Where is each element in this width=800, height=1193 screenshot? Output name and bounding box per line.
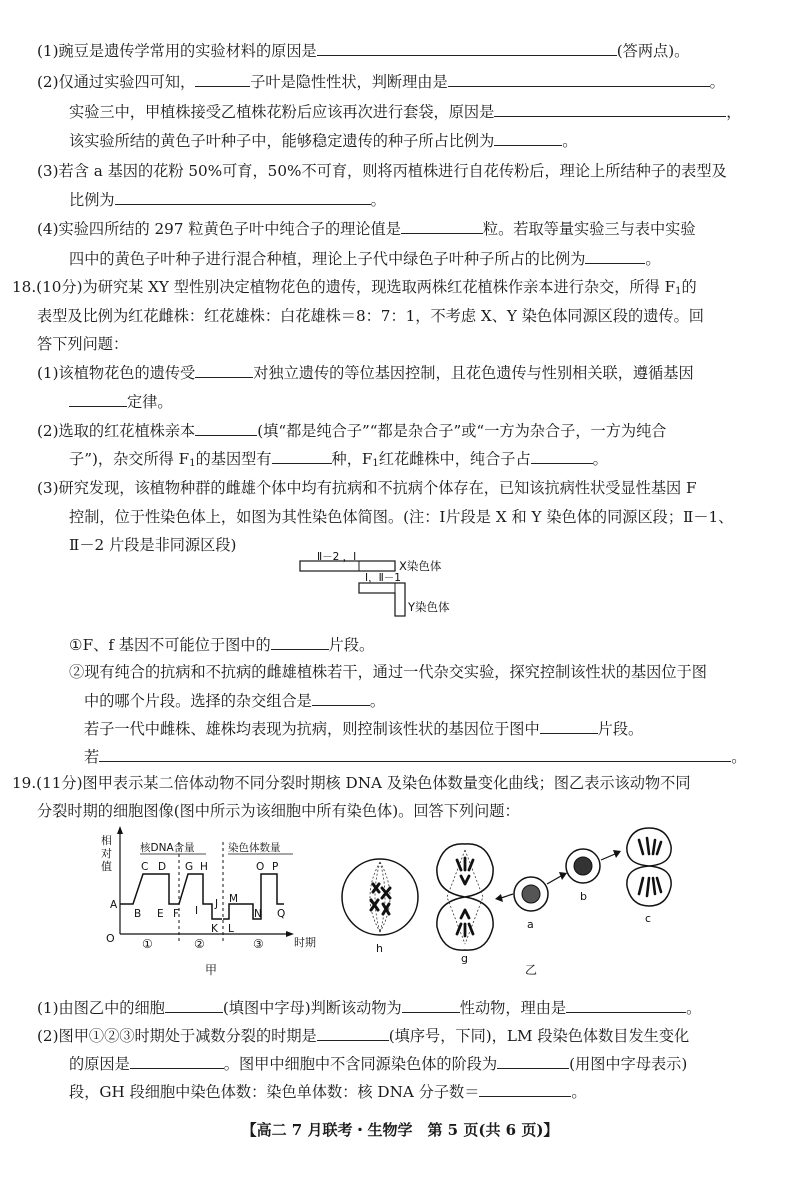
q18-line-7: Ⅱ－2 片段是非同源区段): [69, 536, 237, 554]
arrow-b-to-c: [601, 854, 615, 860]
chrom-section-label: 染色体数量: [228, 842, 281, 854]
q19-intro-1: 19.(11分)图甲表示某二倍体动物不同分裂时期核 DNA 及染色体数量变化曲线；图乙表示该动物不同: [12, 774, 691, 792]
point-label-D: D: [158, 861, 167, 873]
answer-blank[interactable]: [312, 690, 370, 706]
answer-blank[interactable]: [497, 1053, 569, 1069]
q18-line-9: ②现有纯合的抗病和不抗病的雌雄植株若干，通过一代杂交实验，探究控制该性状的基因位于图: [69, 663, 707, 681]
cells-caption: 乙: [525, 963, 538, 977]
chart-caption: 甲: [205, 963, 218, 977]
cell-b: [566, 849, 600, 903]
q19-intro-2: 分裂时期的细胞图像(图中所示为该细胞中所有染色体)。回答下列问题：: [37, 802, 520, 820]
answer-blank[interactable]: [99, 746, 731, 762]
answer-blank[interactable]: [317, 1025, 389, 1041]
point-label-B: B: [134, 908, 142, 920]
x-segment-label: Ⅱ－2 ，Ⅰ: [317, 551, 357, 563]
y-segment-label: Ⅰ，Ⅱ－1: [365, 572, 401, 584]
q17-line-4: 该实验所结的黄色子叶种子中，能够稳定遗传的种子所占比例为 。: [69, 132, 578, 150]
answer-blank[interactable]: [585, 248, 645, 264]
cell-c-membrane: [627, 828, 671, 906]
answer-blank[interactable]: [195, 71, 250, 87]
point-label-M: M: [229, 893, 239, 905]
point-label-F: F: [173, 908, 180, 920]
q19-line-1: (1)由图乙中的细胞 (填图中字母)判断该动物为 性动物，理由是 。: [37, 999, 702, 1017]
cell-a-label: a: [527, 918, 534, 931]
q18-line-6: 控制，位于性染色体上，如图为其性染色体简图。(注：Ⅰ片段是 X 和 Y 染色体的同源区段；Ⅱ－1、: [69, 508, 734, 526]
y-chromosome-outline: [359, 583, 405, 616]
phase-label-3: ③: [253, 937, 264, 951]
q19-line-3: 的原因是 。图甲中细胞中不含同源染色体的阶段为 (用图中字母表示): [69, 1055, 688, 1073]
arrow-a-to-b: [547, 876, 561, 884]
arrow-a-to-g: [501, 894, 513, 898]
q17-line-6: 比例为 。: [69, 191, 386, 209]
point-label-C: C: [141, 861, 149, 873]
answer-blank[interactable]: [130, 1053, 224, 1069]
q17-line-7: (4)实验四所结的 297 粒黄色子叶中纯合子的理论值是 粒。若取等量实验三与表中实验: [37, 220, 696, 238]
answer-blank[interactable]: [165, 997, 223, 1013]
point-label-L: L: [228, 923, 234, 935]
point-label-E: E: [157, 908, 164, 920]
cell-h: [342, 859, 418, 955]
chart-origin: O: [106, 932, 115, 945]
q18-line-2: 定律。: [69, 391, 173, 412]
point-label-Q: Q: [277, 908, 286, 920]
q17-line-1: (1)豌豆是遗传学常用的实验材料的原因是 (答两点)。: [37, 42, 690, 60]
cell-a-nucleus: [522, 885, 540, 903]
point-label-O: O: [256, 861, 265, 873]
answer-blank[interactable]: [566, 997, 686, 1013]
y-axis-label-3: 值: [101, 860, 112, 873]
answer-blank[interactable]: [195, 362, 253, 378]
q17-line-3: 实验三中，甲植株接受乙植株花粉后应该再次进行套袋，原因是 ，: [69, 103, 742, 121]
answer-blank[interactable]: [540, 718, 598, 734]
q17-line-2: (2)仅通过实验四可知， 子叶是隐性性状，判断理由是 。: [37, 73, 725, 91]
cell-images-yi: [335, 822, 695, 977]
answer-blank[interactable]: [494, 101, 726, 117]
arrow-a-to-g-head: [495, 894, 503, 902]
answer-blank[interactable]: [402, 997, 460, 1013]
q17-line-5: (3)若含 a 基因的花粉 50%可育，50%不可育，则将丙植株进行自花传粉后，理论上所结种子的表型及: [37, 162, 727, 180]
answer-blank[interactable]: [401, 218, 483, 234]
q18-intro-3: 答下列问题：: [37, 335, 129, 353]
y-axis-arrow: [117, 826, 123, 834]
phase-label-1: ①: [142, 937, 153, 951]
q19-line-4: 段，GH 段细胞中染色体数：染色单体数：核 DNA 分子数＝ 。: [69, 1083, 587, 1101]
cell-g: [437, 844, 493, 965]
sex-chromosome-diagram: [295, 548, 475, 618]
y-axis-label-1: 相: [101, 834, 112, 847]
q18-line-5: (3)研究发现，该植物种群的雌雄个体中均有抗病和不抗病个体存在，已知该抗病性状受显性基因 F: [37, 479, 697, 497]
x-axis-arrow: [286, 931, 294, 937]
answer-blank[interactable]: [479, 1081, 571, 1097]
q18-line-3: (2)选取的红花植株亲本 (填“都是纯合子”“都是杂合子”或“一方为杂合子，一方为纯合: [37, 422, 667, 440]
q18-line-11: 若子一代中雌株、雄株均表现为抗病，则控制该性状的基因位于图中 片段。: [84, 720, 644, 738]
answer-blank[interactable]: [531, 448, 593, 464]
q18-line-4: 子”)，杂交所得 $F_1$的基因型有 种，$F_1$红花雌株中，纯合子占 。: [69, 450, 608, 469]
cell-a: [514, 877, 548, 931]
answer-blank[interactable]: [69, 391, 127, 407]
point-label-H: H: [200, 861, 208, 873]
cell-g-label: g: [461, 952, 468, 965]
answer-blank[interactable]: [115, 189, 371, 205]
y-chromosome-label: Y染色体: [408, 600, 450, 614]
q18-line-1: (1)该植物花色的遗传受 对独立遗传的等位基因控制，且花色遗传与性别相关联，遵循基因: [37, 364, 694, 382]
x-chromosome: [300, 551, 442, 573]
q19-line-2: (2)图甲①②③时期处于减数分裂的时期是 (填序号，下同)，LM 段染色体数目发生变化: [37, 1027, 690, 1045]
point-label-G: G: [185, 861, 194, 873]
point-label-N: N: [254, 908, 262, 920]
point-label-I: I: [195, 905, 199, 917]
answer-blank[interactable]: [494, 130, 562, 146]
q18-line-12: 若 。: [84, 748, 747, 766]
q18-intro-1: 18.(10分)为研究某 XY 型性别决定植物花色的遗传，现选取两株红花植株作亲本进行杂交，所得 $F_1$的: [12, 278, 697, 297]
q18-line-10: 中的哪个片段。选择的杂交组合是 。: [84, 692, 385, 710]
chart-jia: [98, 822, 328, 977]
cell-h-label: h: [376, 942, 383, 955]
point-label-K: K: [211, 923, 218, 935]
point-label-P: P: [272, 861, 279, 873]
q18-line-8: ①F、f 基因不可能位于图中的 片段。: [69, 636, 375, 654]
answer-blank[interactable]: [317, 40, 617, 56]
answer-blank[interactable]: [448, 71, 710, 87]
answer-blank[interactable]: [195, 420, 257, 436]
dna-section-label: 核DNA含量: [140, 842, 195, 854]
cell-b-label: b: [580, 890, 587, 903]
cell-c: [627, 828, 671, 925]
q18-intro-2: 表型及比例为红花雌株：红花雄株：白花雄株＝8：7：1，不考虑 X、Y 染色体同源区段的遗传。回: [37, 307, 704, 325]
q17-line-8: 四中的黄色子叶种子进行混合种植，理论上子代中绿色子叶种子所占的比例为 。: [69, 250, 661, 268]
phase-label-2: ②: [194, 937, 205, 951]
page-footer: 【高二 7 月联考・生物学 第 5 页(共 6 页)】: [241, 1121, 559, 1139]
point-label-A: A: [110, 899, 118, 911]
y-axis-label-2: 对: [101, 847, 112, 860]
cell-b-nucleus: [574, 857, 592, 875]
cell-h-membrane: [342, 859, 418, 935]
answer-blank[interactable]: [271, 634, 329, 650]
answer-blank[interactable]: [272, 448, 332, 464]
x-axis-label: 时期: [294, 936, 316, 949]
x-chromosome-label: X染色体: [399, 559, 442, 573]
point-label-J: J: [215, 898, 219, 910]
y-chromosome: [359, 572, 450, 616]
cell-c-label: c: [645, 912, 652, 925]
